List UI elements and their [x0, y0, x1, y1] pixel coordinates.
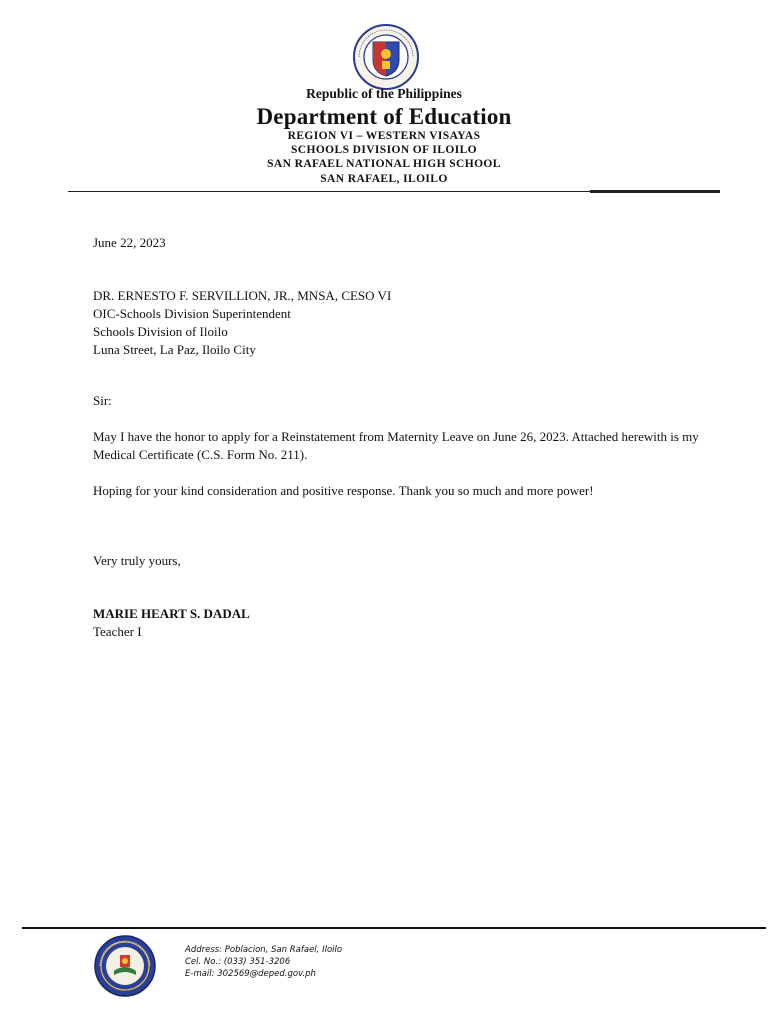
deped-seal-logo [349, 24, 423, 90]
footer-contact [185, 944, 342, 980]
school-line: SAN RAFAEL NATIONAL HIGH SCHOOL [267, 158, 501, 170]
header-divider-accent [590, 190, 720, 193]
signatory-title: Teacher I [93, 624, 142, 639]
republic-heading: Republic of the Philippines [306, 86, 462, 101]
department-title: Department of Education [256, 104, 512, 129]
body-paragraph-2: Hoping for your kind consideration and positive response. Thank you so much and more power! [93, 483, 594, 498]
recipient-block [93, 287, 391, 359]
footer-phone: Cel. No.: (033) 351-3206 [185, 957, 291, 967]
complimentary-close: Very truly yours, [93, 553, 181, 568]
signature-block [93, 605, 250, 641]
footer-email: E-mail: 302569@deped.gov.ph [185, 969, 316, 979]
salutation: Sir: [93, 393, 112, 408]
location-line: SAN RAFAEL, ILOILO [320, 173, 448, 185]
recipient-position: OIC-Schools Division Superintendent [93, 306, 291, 321]
letter-date: June 22, 2023 [93, 235, 166, 250]
recipient-name: DR. ERNESTO F. SERVILLION, JR., MNSA, CESO VI [93, 288, 392, 303]
body-paragraph-1: May I have the honor to apply for a Reinstatement from Maternity Leave on June 26, 2023. Attached herewith is my Medical Certificate (C.S. Form No. 211). [93, 429, 699, 462]
division-line: SCHOOLS DIVISION OF ILOILO [290, 144, 478, 156]
recipient-office: Schools Division of Iloilo [93, 324, 228, 339]
signatory-name: MARIE HEART S. DADAL [93, 606, 250, 621]
recipient-address: Luna Street, La Paz, Iloilo City [93, 342, 256, 357]
region-line: REGION VI – WESTERN VISAYAS [287, 130, 481, 142]
footer-divider [22, 927, 766, 929]
school-seal-logo [92, 935, 158, 997]
footer-address: Address: Poblacion, San Rafael, Iloilo [185, 945, 343, 955]
